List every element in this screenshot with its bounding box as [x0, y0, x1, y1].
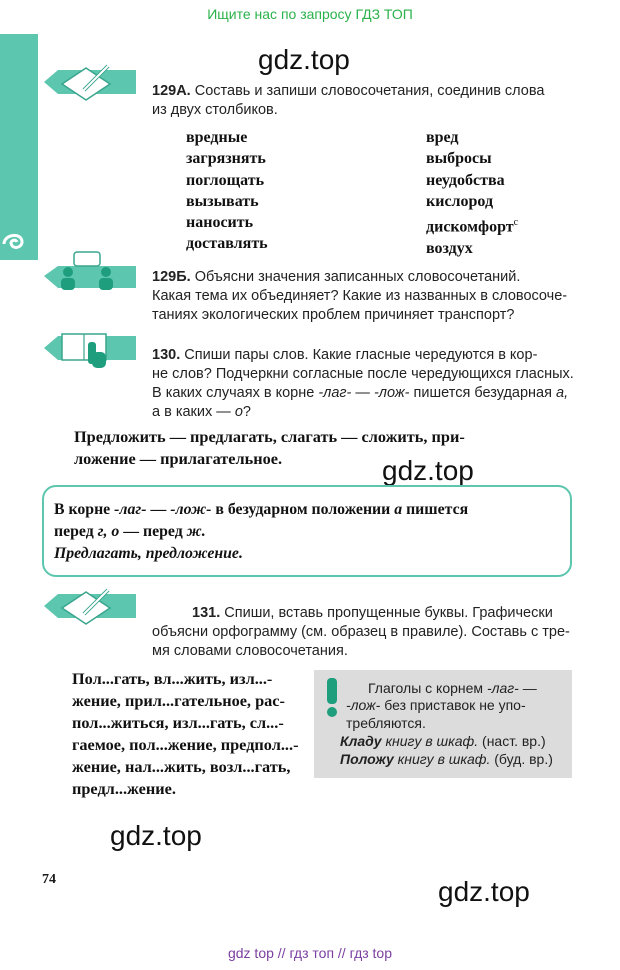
task-number: 130.: [152, 347, 181, 363]
swirl-icon: [0, 228, 40, 268]
list-item: выбросы: [426, 150, 492, 168]
watermark: gdz.top: [110, 820, 202, 851]
task-number: 131.: [192, 605, 221, 621]
rule-example: Предлагать, предложение.: [54, 545, 243, 562]
list-item: вред: [426, 129, 459, 146]
right-word-column: [426, 127, 518, 259]
task-130-text: 130. Спиши пары слов. Какие гласные чередуются в кор- не слов? Подчеркни согласные после чередующихся гласных. В каких случаях в корне -лаг- — -лож- пишется безударная а, а в каких — о?: [152, 347, 574, 420]
note-text-rest: -лож- без приставок не упо- требляются.: [346, 697, 526, 731]
list-item: вызывать: [186, 192, 259, 210]
list-item: пол...житься, изл...гать, сл...-: [72, 713, 284, 732]
task-129b-text: 129Б. Объясни значения записанных словосочетаний. Какая тема их объединяет? Какие из названных в словосоче- таниях экологических проблем причиняет транспорт?: [152, 269, 568, 323]
list-item: дискомфорт$^с$: [426, 217, 519, 236]
watermark: gdz.top: [382, 455, 474, 486]
task-number: 129Б.: [152, 269, 191, 285]
watermark: gdz.top: [258, 44, 350, 75]
list-item: жение, прил...гательное, рас-: [72, 691, 285, 710]
exclamation-icon: [322, 678, 342, 718]
watermark: gdz.top: [438, 876, 530, 907]
list-item: жение, нал...жить, возл...гать,: [72, 757, 291, 776]
list-item: неудобства: [426, 171, 505, 189]
pencil-notebook-icon: [44, 62, 136, 102]
left-word-column: [186, 127, 268, 255]
task-129a-text: 129А. Составь и запиши словосочетания, соединив слова: [152, 83, 545, 99]
list-item: доставлять: [186, 235, 268, 253]
list-item: воздух: [426, 239, 473, 257]
task-129a-text-line2: из двух столбиков.: [152, 102, 278, 118]
note-text: Глаголы с корнем -лаг- —: [368, 680, 537, 696]
list-item: вредные: [186, 129, 248, 146]
book-hand-icon: [44, 328, 136, 372]
rule-box: В корне -лаг- — -лож- в безударном положении а пишется перед г, о — перед ж. Предлагать, предложение.: [42, 485, 572, 577]
task-131-exercise: [72, 668, 308, 800]
task-130-pairs: Предложить — предлагать, слагать — сложить, при- ложение — прилагательное.: [74, 427, 465, 468]
top-search-hint[interactable]: Ищите нас по запросу ГДЗ ТОП: [207, 6, 413, 22]
list-item: Пол...гать, вл...жить, изл...-: [72, 669, 273, 688]
list-item: поглощать: [186, 171, 265, 189]
task-131-text: 131. Спиши, вставь пропущенные буквы. Графически: [192, 605, 553, 621]
list-item: наносить: [186, 214, 254, 232]
footer-links[interactable]: gdz top // гдз топ // гдз top: [227, 945, 393, 961]
page-number: 74: [42, 872, 56, 887]
side-accent-bar: [0, 34, 38, 260]
list-item: загрязнять: [186, 150, 266, 168]
note-examples: Кладу книгу в шкаф. (наст. вр.) Положу книгу в шкаф. (буд. вр.): [340, 733, 553, 767]
discussion-people-icon: [44, 250, 136, 294]
list-item: гаемое, пол...жение, предпол...-: [72, 735, 299, 754]
task-131-text-rest: объясни орфограмму (см. образец в правиле). Составь с тре- мя словами словосочетания.: [152, 624, 570, 659]
task-number: 129А.: [152, 83, 191, 99]
list-item: кислород: [426, 192, 494, 210]
pencil-notebook-icon: [44, 586, 136, 626]
list-item: предл...жение.: [72, 779, 176, 798]
